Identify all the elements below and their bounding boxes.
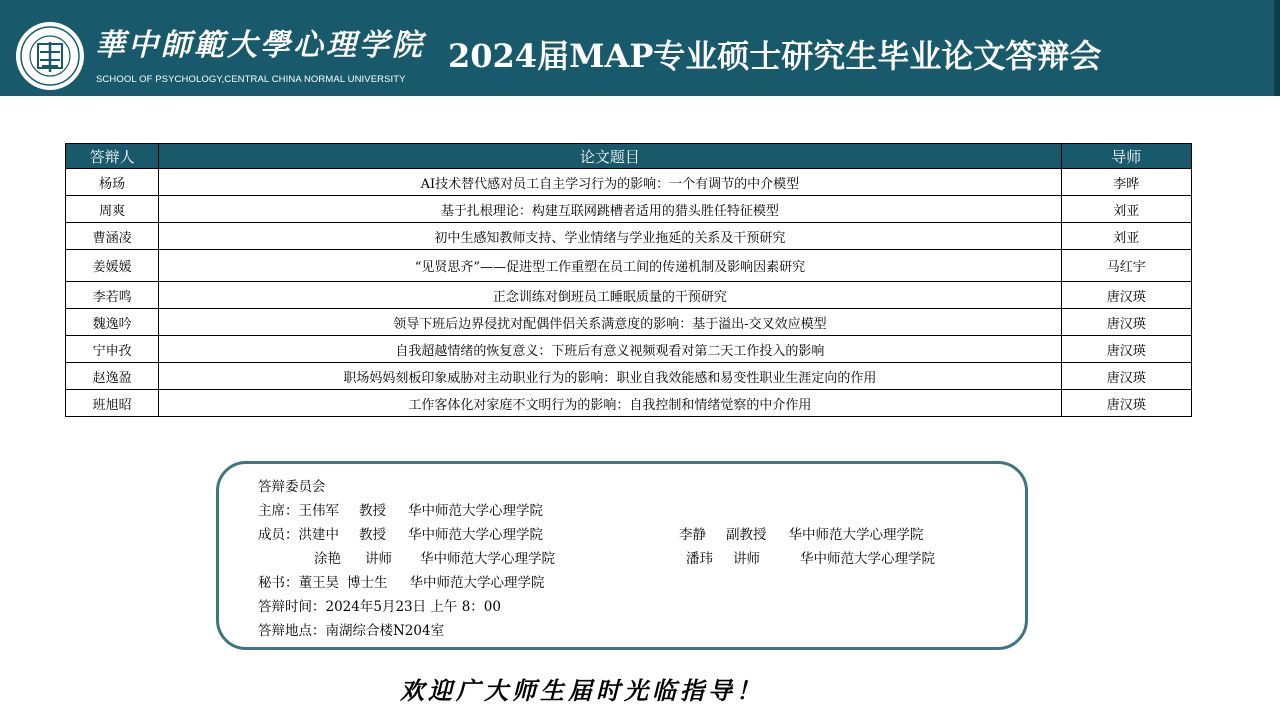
- candidate-name: 魏逸吟: [66, 309, 159, 336]
- candidate-name: 曹涵凌: [66, 223, 159, 250]
- table-row: [66, 223, 1192, 250]
- thesis-title: “见贤思齐”——促进型工作重塑在员工间的传递机制及影响因素研究: [159, 250, 1061, 282]
- table-row: [66, 282, 1192, 309]
- chair-rank: 教授: [359, 503, 386, 519]
- member-rank: 讲师: [733, 551, 760, 567]
- time-value: 2024年5月23日 上午 8：00: [325, 599, 501, 615]
- member-org: 华中师范大学心理学院: [420, 551, 555, 567]
- welcome-message: 欢迎广大师生届时光临指导！: [400, 676, 764, 705]
- table-header-row: [66, 144, 1192, 169]
- advisor-name: 唐汉瑛: [1061, 390, 1191, 417]
- thesis-title: 基于扎根理论：构建互联网跳槽者适用的猎头胜任特征模型: [159, 196, 1061, 223]
- secretary-org: 华中师范大学心理学院: [409, 575, 545, 591]
- chair-name: 王伟军: [298, 503, 339, 519]
- member-name: 李静: [679, 527, 706, 543]
- header-candidate: 答辩人: [66, 144, 159, 169]
- advisor-name: 刘亚: [1061, 196, 1191, 223]
- defense-location: [258, 622, 444, 640]
- candidate-name: 姜媛媛: [66, 250, 159, 282]
- member-rank: 教授: [359, 527, 386, 543]
- defense-time: [258, 598, 501, 616]
- table-row: [66, 196, 1192, 223]
- secretary-name: 董王昊: [298, 575, 339, 591]
- university-seal-icon: [14, 20, 86, 92]
- committee-member: [314, 550, 555, 568]
- candidate-name: 赵逸盈: [66, 363, 159, 390]
- header-edge-strip: [1274, 0, 1280, 96]
- thesis-title: 工作客体化对家庭不文明行为的影响：自我控制和情绪觉察的中介作用: [159, 390, 1061, 417]
- advisor-name: 唐汉瑛: [1061, 336, 1191, 363]
- member-rank: 讲师: [365, 551, 392, 567]
- location-label: 答辩地点：: [258, 623, 326, 639]
- defense-schedule-table: [65, 143, 1192, 417]
- school-name-cn: 華中師範大學心理学院: [95, 28, 425, 63]
- advisor-name: 刘亚: [1061, 223, 1191, 250]
- table-row: [66, 336, 1192, 363]
- secretary-label: 秘书：: [258, 575, 299, 591]
- members-label: 成员：: [258, 527, 299, 543]
- member-org: 华中师范大学心理学院: [788, 527, 924, 543]
- location-value: 南湖综合楼N204室: [325, 623, 445, 639]
- committee-member: [679, 526, 924, 544]
- committee-heading: 答辩委员会: [258, 479, 326, 495]
- committee-chair: [258, 502, 543, 520]
- thesis-title: 自我超越情绪的恢复意义：下班后有意义视频观看对第二天工作投入的影响: [159, 336, 1061, 363]
- candidate-name: 杨玚: [66, 169, 159, 196]
- candidate-name: 班旭昭: [66, 390, 159, 417]
- advisor-name: 唐汉瑛: [1061, 363, 1191, 390]
- member-name: 潘玮: [686, 551, 713, 567]
- header-advisor: 导师: [1061, 144, 1191, 169]
- advisor-name: 唐汉瑛: [1061, 282, 1191, 309]
- member-rank: 副教授: [726, 527, 767, 543]
- thesis-title: 领导下班后边界侵扰对配偶伴侣关系满意度的影响：基于溢出-交叉效应模型: [159, 309, 1061, 336]
- table-row: [66, 169, 1192, 196]
- member-org: 华中师范大学心理学院: [800, 551, 935, 567]
- committee-member: [686, 550, 935, 568]
- member-org: 华中师范大学心理学院: [408, 527, 543, 543]
- committee-secretary: [258, 574, 545, 592]
- secretary-rank: 博士生: [347, 575, 388, 591]
- advisor-name: 马红宇: [1061, 250, 1191, 282]
- thesis-title: 初中生感知教师支持、学业情绪与学业拖延的关系及干预研究: [159, 223, 1061, 250]
- table-row: [66, 390, 1192, 417]
- table-row: [66, 363, 1192, 390]
- advisor-name: 唐汉瑛: [1061, 309, 1191, 336]
- advisor-name: 李晔: [1061, 169, 1191, 196]
- time-label: 答辩时间：: [258, 599, 326, 615]
- school-name-en: SCHOOL OF PSYCHOLOGY,CENTRAL CHINA NORMAL UNIVERSITY: [96, 74, 406, 85]
- chair-org: 华中师范大学心理学院: [408, 503, 543, 519]
- table-row: [66, 250, 1192, 282]
- thesis-title: AI技术替代感对员工自主学习行为的影响：一个有调节的中介模型: [159, 169, 1061, 196]
- member-name: 洪建中: [298, 527, 339, 543]
- candidate-name: 李若鸣: [66, 282, 159, 309]
- page-title: 2024届MAP专业硕士研究生毕业论文答辩会: [448, 37, 1102, 75]
- thesis-title: 正念训练对倒班员工睡眠质量的干预研究: [159, 282, 1061, 309]
- header-banner: [0, 0, 1274, 96]
- chair-label: 主席：: [258, 503, 299, 519]
- candidate-name: 周爽: [66, 196, 159, 223]
- thesis-title: 职场妈妈刻板印象威胁对主动职业行为的影响：职业自我效能感和易变性职业生涯定向的作用: [159, 363, 1061, 390]
- header-thesis-title: 论文题目: [159, 144, 1061, 169]
- member-name: 涂艳: [314, 551, 341, 567]
- table-row: [66, 309, 1192, 336]
- committee-member: [258, 526, 543, 544]
- committee-box: [216, 461, 1028, 650]
- candidate-name: 宁申孜: [66, 336, 159, 363]
